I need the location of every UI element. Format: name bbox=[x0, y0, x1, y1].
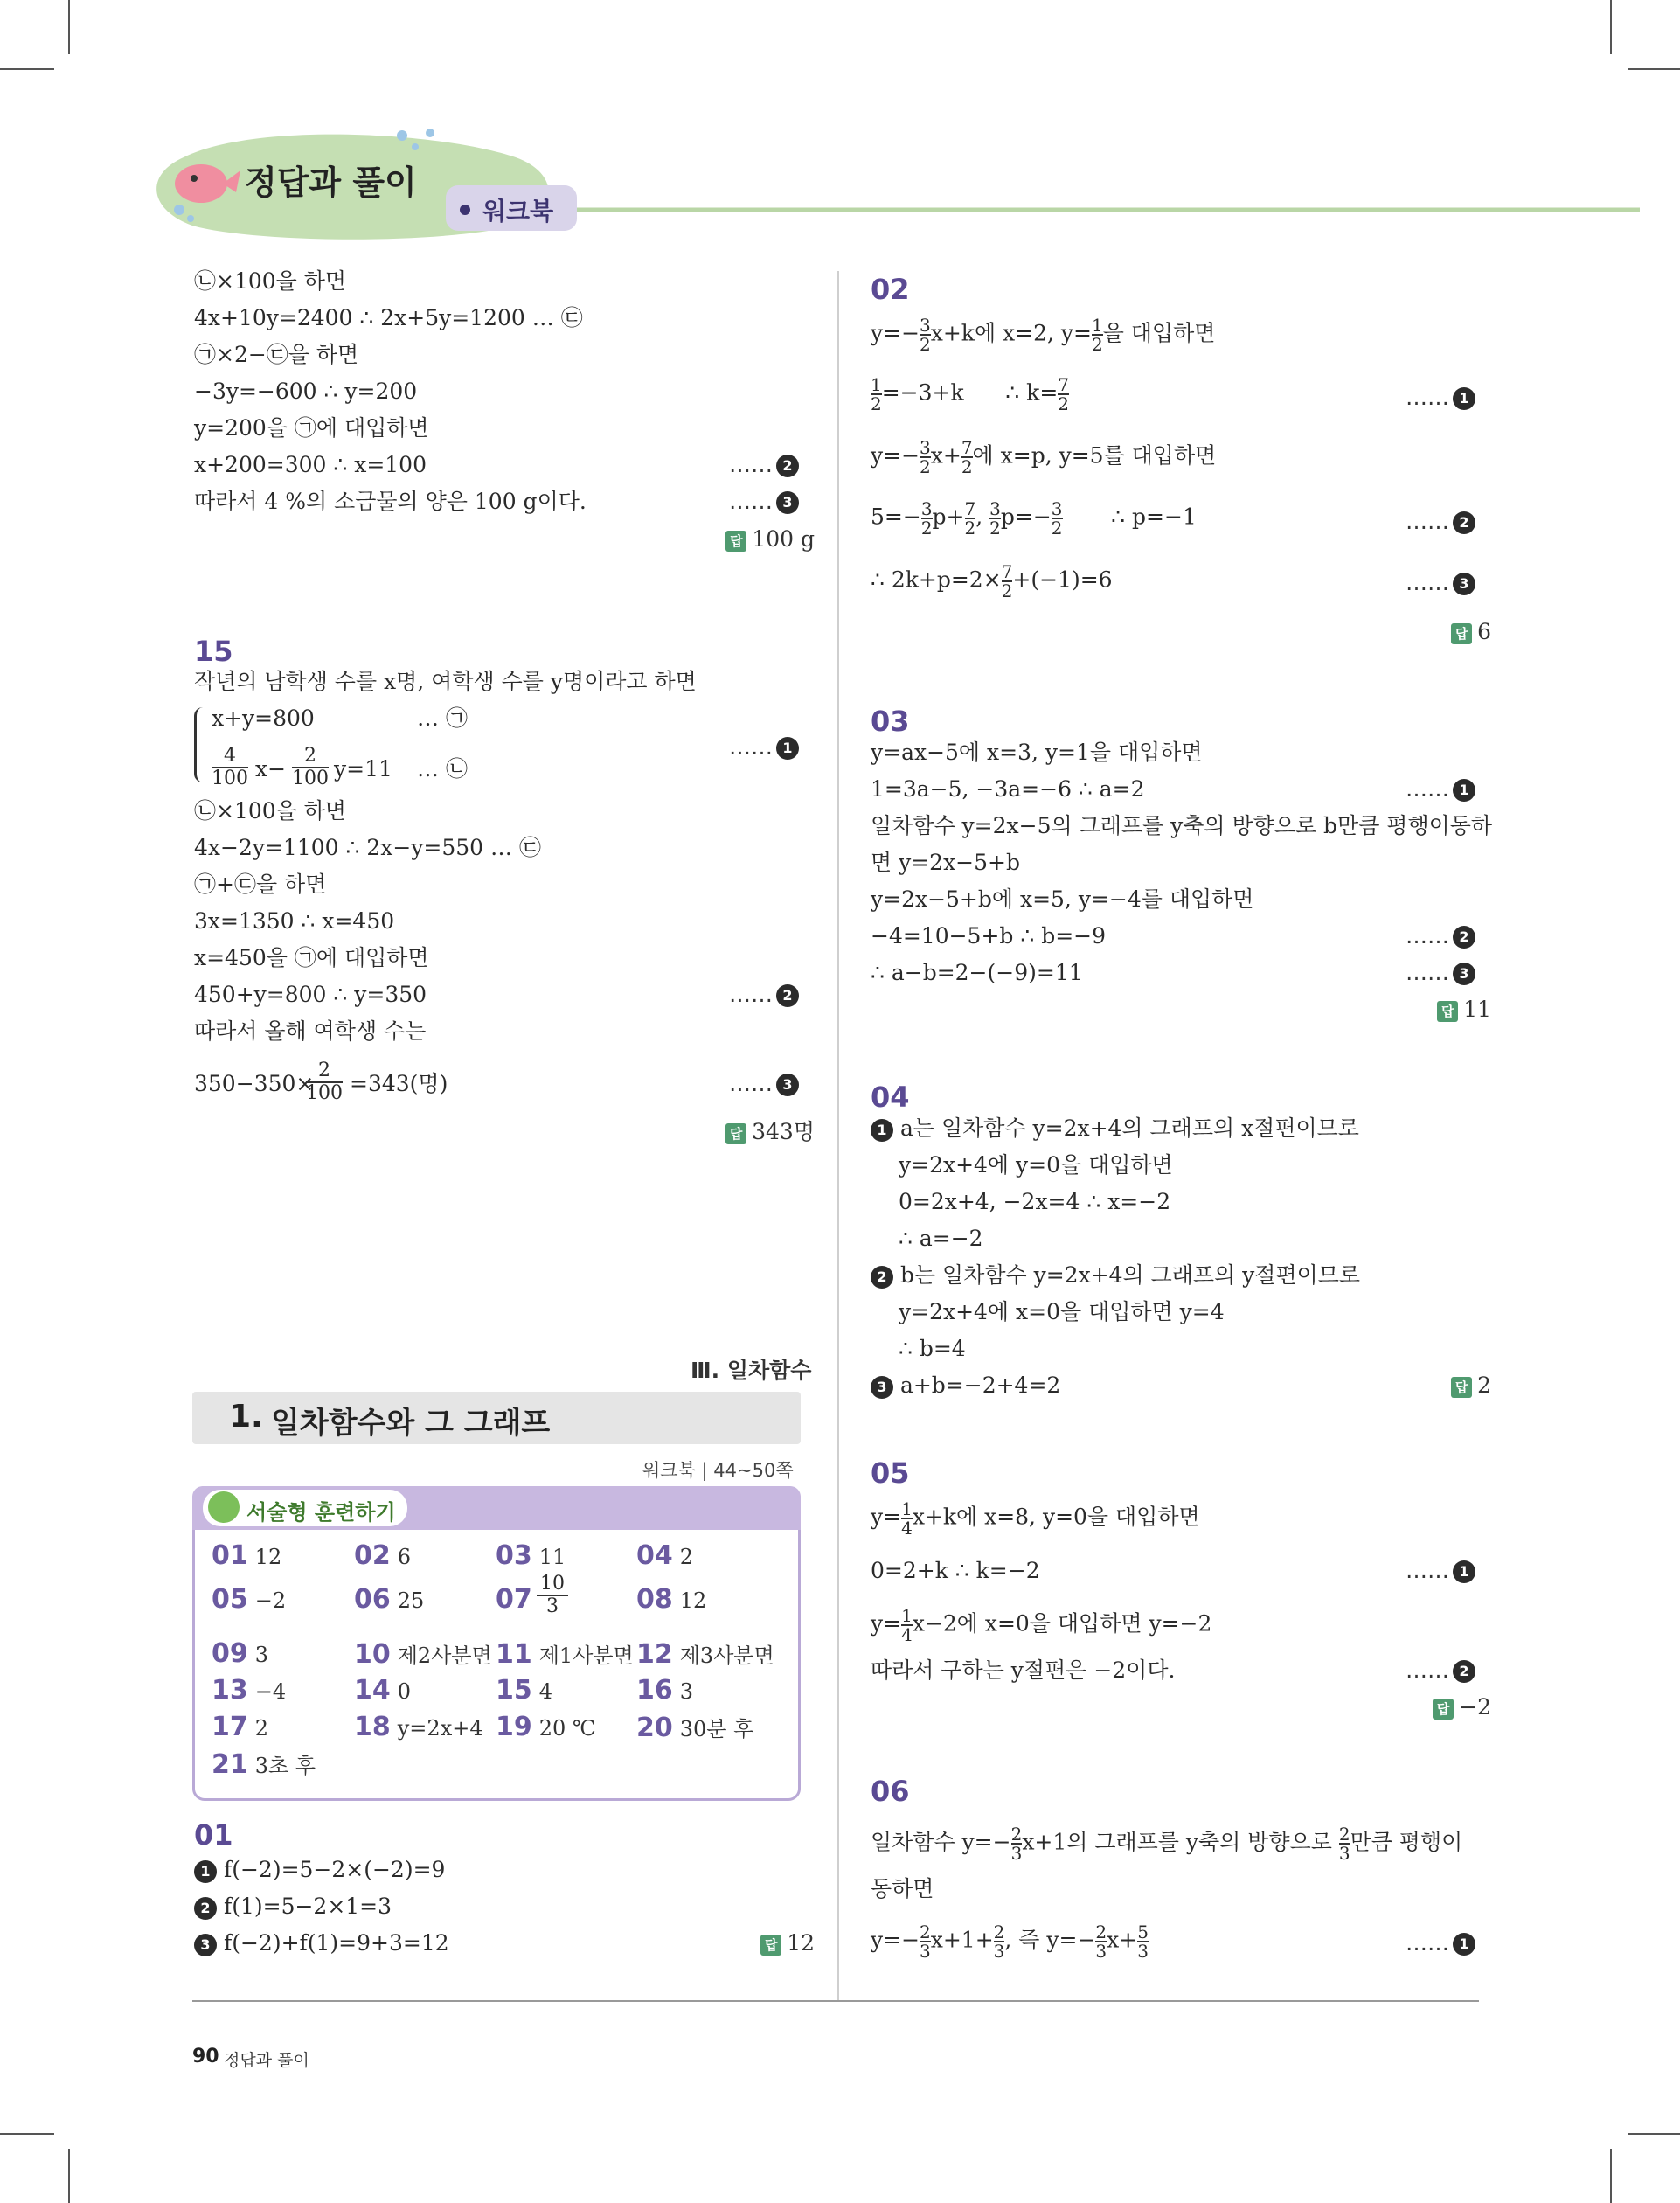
equation: =343(명) bbox=[350, 1071, 448, 1096]
step-mark: …… 3 bbox=[1406, 570, 1475, 596]
text-line: x=450을 ㉠에 대입하면 bbox=[194, 945, 429, 970]
step-mark: …… 2 bbox=[1406, 923, 1475, 949]
step-mark: …… 2 bbox=[1406, 1657, 1475, 1684]
equation: 350−350× bbox=[194, 1071, 315, 1096]
step-line: 1 a는 일차함수 y=2x+4의 그래프의 x절편이므로 bbox=[871, 1115, 1359, 1142]
text-line: x+200=300 ∴ x=100 bbox=[194, 452, 427, 477]
equation: y=11 bbox=[334, 756, 392, 782]
question-number: 03 bbox=[871, 705, 910, 738]
text-line: y=200을 ㉠에 대입하면 bbox=[194, 415, 429, 441]
answer-item: 15 4 bbox=[496, 1675, 553, 1706]
step-mark: …… 1 bbox=[1406, 1558, 1475, 1584]
answer-item: 13 −4 bbox=[212, 1675, 287, 1706]
equation: y=− $\frac{2}{3}$ x+1+ $\frac{2}{3}$ , 즉 y=− $\frac{2}{3}$ x+ $\frac{5}{3}$ bbox=[871, 1922, 1149, 1962]
answer-item: 06 25 bbox=[354, 1584, 425, 1615]
answer-badge: 답 12 bbox=[760, 1930, 815, 1956]
step-mark: …… 3 bbox=[729, 489, 799, 515]
step-line: 2 b는 일차함수 y=2x+4의 그래프의 y절편이므로 bbox=[871, 1262, 1360, 1289]
text-line: 4x−2y=1100 ∴ 2x−y=550 … ㉢ bbox=[194, 835, 541, 860]
equation: 5=− $\frac{3}{2}$ p+ $\frac{7}{2}$ , $\frac{3}{2}$ p=− $\frac{3}{2}$ ∴ p=−1 bbox=[871, 498, 1197, 539]
answer-item: 03 11 bbox=[496, 1540, 566, 1571]
q15-solution bbox=[194, 669, 815, 1158]
answer-badge: 답 −2 bbox=[1433, 1694, 1491, 1720]
crop-mark bbox=[1610, 0, 1612, 54]
step-mark: …… 3 bbox=[729, 1071, 799, 1097]
frac-den: 100 bbox=[292, 768, 329, 789]
text-line: ㉠+㉢을 하면 bbox=[194, 872, 327, 897]
answer-badge: 답 2 bbox=[1451, 1373, 1491, 1399]
answer-item: 14 0 bbox=[354, 1675, 412, 1706]
text-line: 일차함수 y=2x−5의 그래프를 y축의 방향으로 b만큼 평행이동하 bbox=[871, 813, 1493, 838]
text-line: 따라서 4 %의 소금물의 양은 100 g이다. bbox=[194, 489, 587, 514]
question-number: 05 bbox=[871, 1456, 910, 1490]
section-title: 일차함수와 그 그래프 bbox=[271, 1406, 551, 1441]
text-line: 4x+10y=2400 ∴ 2x+5y=1200 … ㉢ bbox=[194, 305, 583, 330]
answer-item: 19 20 ℃ bbox=[496, 1712, 596, 1742]
text-line: ∴ a−b=2−(−9)=11 bbox=[871, 960, 1083, 985]
left-top-solution bbox=[194, 268, 815, 557]
step-mark: …… 1 bbox=[1406, 776, 1475, 803]
text-line: 1=3a−5, −3a=−6 ∴ a=2 bbox=[871, 776, 1145, 802]
frac-num: 10 bbox=[537, 1574, 568, 1596]
page-header bbox=[149, 122, 1643, 245]
text-line: 따라서 구하는 y절편은 −2이다. bbox=[871, 1657, 1176, 1683]
crop-mark bbox=[0, 68, 54, 70]
frac-num: 2 bbox=[306, 1060, 343, 1083]
step-text: f(1)=5−2×1=3 bbox=[223, 1894, 392, 1919]
answer-item: 12 제3사분면 bbox=[636, 1639, 774, 1670]
header-tab-label: 워크북 bbox=[482, 197, 554, 226]
step-line: 2 f(1)=5−2×1=3 bbox=[194, 1894, 392, 1920]
fraction bbox=[212, 746, 248, 789]
answer-value: −2 bbox=[1459, 1694, 1491, 1720]
equation: $\frac{1}{2}$ =−3+k ∴ k= $\frac{7}{2}$ bbox=[871, 374, 1069, 414]
text-line: 0=2+k ∴ k=−2 bbox=[871, 1558, 1040, 1583]
equation: x+y=800 bbox=[212, 705, 315, 731]
equation: y=− $\frac{3}{2}$ x+k에 x=2, y= $\frac{1}{2}$ 을 대입하면 bbox=[871, 315, 1216, 355]
equation-tag: … ㉡ bbox=[417, 756, 468, 782]
step-line: 3 a+b=−2+4=2 bbox=[871, 1373, 1060, 1399]
question-number: 01 bbox=[194, 1818, 233, 1852]
answer-item: 02 6 bbox=[354, 1540, 412, 1571]
step-text: f(−2)+f(1)=9+3=12 bbox=[223, 1930, 449, 1956]
system-brace bbox=[194, 707, 206, 782]
answer-value: 6 bbox=[1477, 619, 1491, 644]
chameleon-icon bbox=[208, 1491, 240, 1523]
text-line: 450+y=800 ∴ y=350 bbox=[194, 982, 427, 1007]
step-text: f(−2)=5−2×(−2)=9 bbox=[223, 1857, 446, 1882]
text-line: 작년의 남학생 수를 x명, 여학생 수를 y명이라고 하면 bbox=[194, 669, 697, 694]
answer-item: 05 −2 bbox=[212, 1584, 287, 1615]
text-line: ∴ a=−2 bbox=[899, 1226, 983, 1251]
answer-item: 10 제2사분면 bbox=[354, 1639, 492, 1670]
question-number: 06 bbox=[871, 1775, 910, 1808]
answer-box-title: 서술형 훈련하기 bbox=[246, 1500, 396, 1525]
crop-mark bbox=[68, 2149, 70, 2203]
text-line: y=2x+4에 x=0을 대입하면 y=4 bbox=[899, 1299, 1225, 1324]
answer-value: 11 bbox=[1463, 997, 1491, 1022]
page-range: 워크북 | 44∼50쪽 bbox=[642, 1460, 794, 1481]
text-line: 0=2x+4, −2x=4 ∴ x=−2 bbox=[899, 1189, 1171, 1214]
equation: 일차함수 y=− $\frac{2}{3}$ x+1의 그래프를 y축의 방향으로 $\frac{2}{3}$ 만큼 평행이 bbox=[871, 1824, 1463, 1864]
q03-solution bbox=[871, 740, 1493, 1028]
answer-item: 18 y=2x+4 bbox=[354, 1712, 483, 1742]
step-line: 3 f(−2)+f(1)=9+3=12 bbox=[194, 1930, 449, 1956]
equation: ∴ 2k+p=2× $\frac{7}{2}$ +(−1)=6 bbox=[871, 561, 1113, 601]
step-text: b는 일차함수 y=2x+4의 그래프의 y절편이므로 bbox=[899, 1262, 1361, 1288]
answer-item: 20 30분 후 bbox=[636, 1713, 754, 1743]
text-line: ∴ b=4 bbox=[899, 1336, 966, 1361]
answer-value: 12 bbox=[787, 1930, 815, 1956]
text-line: y=2x−5+b에 x=5, y=−4를 대입하면 bbox=[871, 886, 1254, 912]
question-number: 15 bbox=[194, 635, 233, 668]
crop-mark bbox=[68, 0, 70, 54]
answer-value: 343명 bbox=[752, 1119, 815, 1144]
text-line: ㉠×2−㉢을 하면 bbox=[194, 342, 359, 367]
crop-mark bbox=[1628, 68, 1680, 70]
equation-tag: … ㉠ bbox=[417, 705, 468, 731]
frac-den: 100 bbox=[306, 1082, 343, 1104]
section-number: 1. bbox=[229, 1399, 263, 1435]
crop-mark bbox=[1628, 2133, 1680, 2135]
text-line: ㉡×100을 하면 bbox=[194, 798, 347, 824]
q01-solution bbox=[194, 1857, 815, 1970]
text-line: 동하면 bbox=[871, 1876, 934, 1901]
answer-value: 2 bbox=[1477, 1373, 1491, 1398]
text-line: −3y=−600 ∴ y=200 bbox=[194, 379, 418, 404]
text-line: 따라서 올해 여학생 수는 bbox=[194, 1018, 427, 1044]
question-number: 04 bbox=[871, 1081, 910, 1114]
q05-solution bbox=[871, 1491, 1491, 1727]
step-mark: …… 1 bbox=[1406, 1930, 1475, 1956]
answer-item: 21 3초 후 bbox=[212, 1749, 316, 1780]
answer-item: 17 2 bbox=[212, 1712, 269, 1742]
page-number: 90 bbox=[192, 2046, 219, 2067]
answer-item: 07 bbox=[496, 1584, 532, 1615]
footer-label: 정답과 풀이 bbox=[224, 2051, 309, 2070]
q02-solution bbox=[871, 308, 1491, 649]
chapter-label: Ⅲ. 일차함수 bbox=[691, 1358, 812, 1383]
column-divider bbox=[837, 271, 839, 2002]
step-mark: …… 1 bbox=[1406, 385, 1475, 411]
text-line: 면 y=2x−5+b bbox=[871, 850, 1020, 875]
frac-num: 4 bbox=[212, 746, 248, 768]
equation: y= $\frac{1}{4}$ x+k에 x=8, y=0을 대입하면 bbox=[871, 1498, 1200, 1539]
step-mark: …… 2 bbox=[729, 982, 799, 1008]
fraction bbox=[292, 746, 329, 789]
crop-mark bbox=[0, 2133, 54, 2135]
q06-solution bbox=[871, 1817, 1482, 1974]
step-text: a는 일차함수 y=2x+4의 그래프의 x절편이므로 bbox=[899, 1115, 1359, 1141]
q04-solution bbox=[871, 1115, 1491, 1413]
step-text: a+b=−2+4=2 bbox=[899, 1373, 1061, 1398]
bottom-rule bbox=[192, 2000, 1479, 2002]
answer-value: 100 g bbox=[752, 526, 815, 552]
step-line: 1 f(−2)=5−2×(−2)=9 bbox=[194, 1857, 445, 1883]
step-mark: …… 2 bbox=[729, 452, 799, 478]
step-mark: …… 1 bbox=[729, 734, 799, 761]
text-line: y=ax−5에 x=3, y=1을 대입하면 bbox=[871, 740, 1203, 765]
answer-item: 01 12 bbox=[212, 1540, 282, 1571]
frac-num: 2 bbox=[292, 746, 329, 768]
fraction bbox=[306, 1060, 343, 1104]
answer-badge: 답 6 bbox=[1451, 619, 1491, 645]
equation: x− bbox=[255, 756, 287, 782]
answer-item: 08 12 bbox=[636, 1584, 707, 1615]
answer-badge: 답 100 g bbox=[725, 526, 815, 552]
text-line: y=2x+4에 y=0을 대입하면 bbox=[899, 1152, 1173, 1178]
step-mark: …… 2 bbox=[1406, 509, 1475, 535]
answer-item: 09 3 bbox=[212, 1638, 269, 1669]
answer-badge: 답 343명 bbox=[725, 1119, 815, 1145]
crop-mark bbox=[1610, 2149, 1612, 2203]
tab-dot-icon bbox=[460, 205, 470, 215]
header-title: 정답과 풀이 bbox=[245, 163, 417, 202]
answer-item: 11 제1사분면 bbox=[496, 1639, 634, 1670]
answer-item: 04 2 bbox=[636, 1540, 694, 1571]
answer-badge: 답 11 bbox=[1437, 997, 1491, 1023]
frac-den: 3 bbox=[546, 1595, 559, 1617]
equation: y=− $\frac{3}{2}$ x+ $\frac{7}{2}$ 에 x=p, y=5를 대입하면 bbox=[871, 437, 1217, 477]
text-line: ㉡×100을 하면 bbox=[194, 268, 347, 294]
equation: y= $\frac{1}{4}$ x−2에 x=0을 대입하면 y=−2 bbox=[871, 1605, 1212, 1645]
step-mark: …… 3 bbox=[1406, 960, 1475, 986]
question-number: 02 bbox=[871, 273, 910, 306]
fraction bbox=[537, 1574, 568, 1617]
answer-item: 16 3 bbox=[636, 1675, 694, 1706]
text-line: 3x=1350 ∴ x=450 bbox=[194, 908, 395, 934]
frac-den: 100 bbox=[212, 768, 248, 789]
text-line: −4=10−5+b ∴ b=−9 bbox=[871, 923, 1107, 949]
